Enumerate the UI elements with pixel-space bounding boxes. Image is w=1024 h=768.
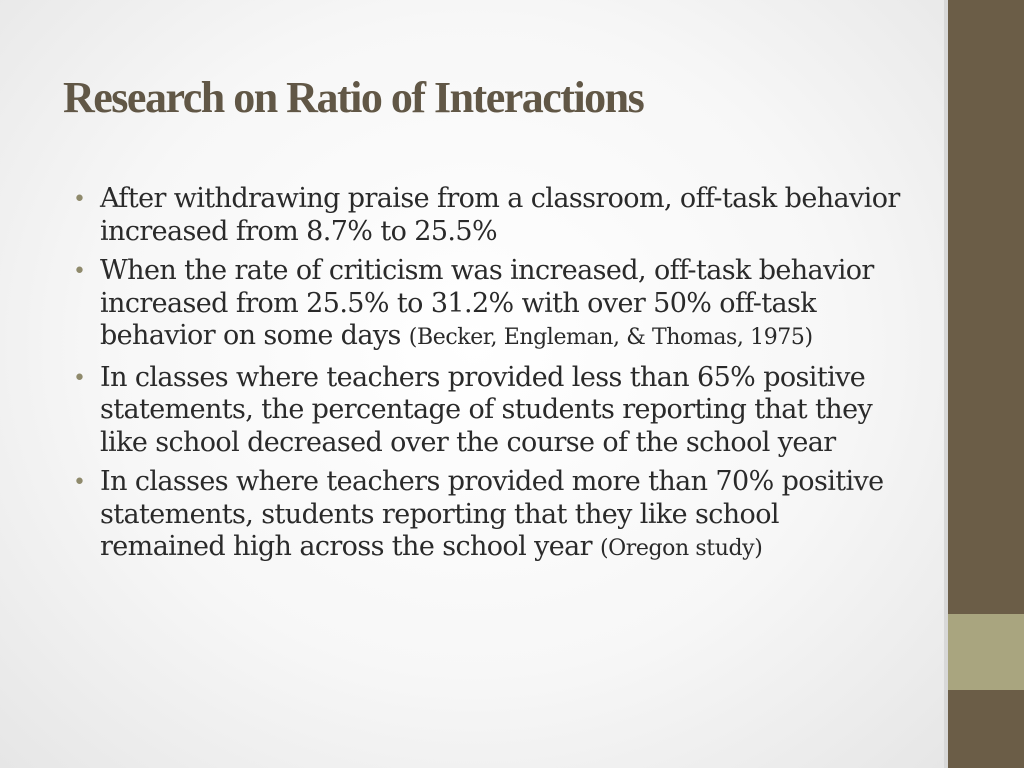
- bullet-text: In classes where teachers provided less than 65% positive statements, the percentage of students reporting that they like school decreased over the course of the school year: [100, 361, 873, 458]
- bullet-item: [73, 183, 906, 248]
- bullet-dot-icon: •: [73, 187, 86, 212]
- bullet-text: When the rate of criticism was increased, off-task behavior increased from 25.5% to 31.2% with over 50% off-task behavior on some days: [100, 255, 874, 351]
- bullet-dot-icon: •: [73, 470, 86, 495]
- bullet-citation: (Oregon study): [599, 536, 763, 561]
- bullet-dot-icon: •: [73, 365, 86, 391]
- bullet-item: [73, 466, 906, 566]
- bullet-item: [73, 255, 906, 355]
- slide-title: Research on Ratio of Interactions: [63, 73, 644, 122]
- bullet-text: In classes where teachers provided more than 70% positive statements, students reporting that they like school remained high across the school year: [100, 466, 884, 562]
- bullet-citation: (Becker, Engleman, & Thomas, 1975): [408, 325, 813, 350]
- bullet-list: [73, 183, 906, 573]
- side-bar-accent: [948, 614, 1024, 690]
- bullet-item: [73, 361, 906, 460]
- bullet-dot-icon: •: [73, 259, 86, 284]
- bullet-text: After withdrawing praise from a classroom, off-task behavior increased from 8.7% to 25.5%: [100, 183, 900, 247]
